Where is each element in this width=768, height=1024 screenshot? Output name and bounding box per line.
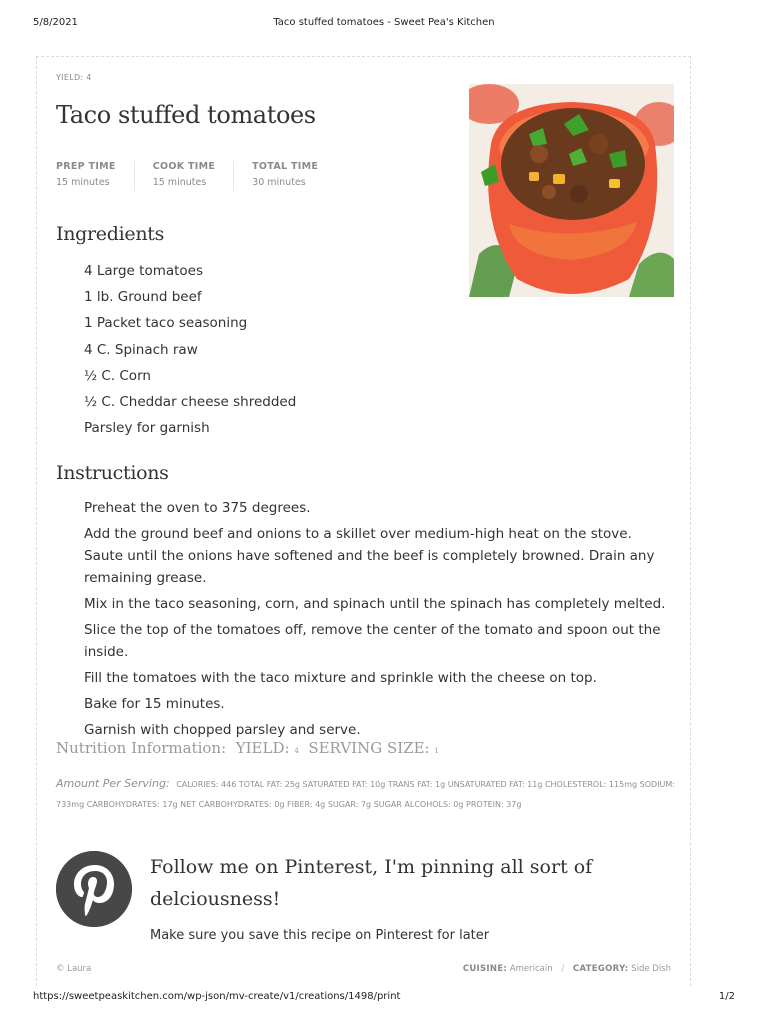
instruction-step: Add the ground beef and onions to a skillet over medium-high heat on the stove. Saute until the onions have softened and the beef is completely browned. Drain any remaining grease. [84, 526, 655, 586]
nutrition-serving-value: 1 [434, 747, 439, 755]
nutrition-fact-value: 0g [274, 800, 288, 809]
cook-time-label: COOK TIME [152, 161, 216, 172]
print-header [33, 17, 735, 31]
ingredient-item: 4 Large tomatoes [84, 263, 204, 279]
nutrition-fact-value: 7g [360, 800, 374, 809]
instruction-step: Bake for 15 minutes. [84, 696, 225, 712]
nutrition-facts [56, 774, 676, 815]
nutrition-heading-label: Nutrition Information: [56, 739, 227, 757]
recipe-times [56, 161, 354, 191]
nutrition-yield-value: 4 [294, 747, 299, 755]
ingredients-title: Ingredients [56, 223, 165, 245]
nutrition-fact-label: PROTEIN: [466, 800, 507, 809]
pinterest-heading: Follow me on Pinterest, I'm pinning all sort of delciousness! [150, 856, 593, 910]
instructions-title: Instructions [56, 462, 169, 484]
nutrition-fact-label: CALORIES: [176, 780, 222, 789]
ingredients-list [84, 263, 296, 446]
nutrition-fact-value: 25g [284, 780, 303, 789]
page-number: 1/2 [718, 991, 735, 1002]
ingredient-item: 4 C. Spinach raw [84, 341, 198, 358]
total-time-value: 30 minutes [252, 177, 306, 188]
ingredient-item: ½ C. Cheddar cheese shredded [84, 393, 297, 410]
nutrition-fact-label: TRANS FAT: [387, 780, 436, 789]
nutrition-fact-value: 10g [370, 780, 388, 789]
ingredient-item: 1 lb. Ground beef [84, 289, 202, 306]
nutrition-fact-value: 17g [162, 800, 181, 809]
pinterest-subtext: Make sure you save this recipe on Pinterest for later [150, 928, 490, 943]
stuffed-tomato-illustration [469, 84, 674, 297]
nutrition-fact-label: UNSATURATED FAT: [447, 780, 528, 789]
print-footer [33, 991, 735, 1005]
total-time-label: TOTAL TIME [252, 161, 319, 172]
cook-time [153, 161, 234, 191]
ingredient-item: 1 Packet taco seasoning [84, 315, 248, 332]
nutrition-fact-label: CARBOHYDRATES: [86, 800, 163, 809]
nutrition-fact-label: NET CARBOHYDRATES: [180, 800, 275, 809]
total-time [252, 161, 336, 191]
stuffed-tomato-photo [469, 84, 674, 297]
print-url[interactable]: https://sweetpeaskitchen.com/wp-json/mv-create/v1/creations/1498/print [33, 991, 401, 1002]
nutrition-fact-label: SUGAR ALCOHOLS: [373, 800, 454, 809]
cook-time-value: 15 minutes [152, 177, 207, 188]
nutrition-fact-value: 733mg [56, 800, 87, 809]
pinterest-icon[interactable] [56, 851, 132, 927]
print-date: 5/8/2021 [33, 17, 78, 28]
nutrition-fact-value: 446 [221, 780, 239, 789]
nutrition-fact-label: SATURATED FAT: [302, 780, 371, 789]
instruction-step: Garnish with chopped parsley and serve. [84, 722, 361, 738]
instruction-step: Fill the tomatoes with the taco mixture and sprinkle with the cheese on top. [84, 670, 597, 686]
prep-time [56, 161, 135, 191]
cuisine-value: Americain [509, 964, 553, 974]
nutrition-fact-label: FIBER: [287, 800, 316, 809]
recipe-title: Taco stuffed tomatoes [56, 101, 316, 129]
nutrition-fact-value: 115mg [608, 780, 640, 789]
category-label: CATEGORY: [572, 964, 629, 974]
amount-per-serving-label: Amount Per Serving: [56, 777, 170, 790]
nutrition-fact-label: CHOLESTEROL: [544, 780, 609, 789]
instruction-step: Mix in the taco seasoning, corn, and spinach until the spinach has completely melted. [84, 596, 666, 612]
recipe-card [36, 56, 691, 986]
instruction-step: Slice the top of the tomatoes off, remove the center of the tomato and spoon out the inside. [84, 622, 661, 660]
nutrition-yield-label: YIELD: [235, 739, 290, 757]
instructions-list [84, 497, 674, 745]
nutrition-fact-label: SUGAR: [327, 800, 361, 809]
nutrition-fact-value: 4g [315, 800, 328, 809]
copyright: © Laura [56, 964, 92, 974]
prep-time-value: 15 minutes [56, 177, 110, 188]
ingredient-item: ½ C. Corn [84, 367, 151, 384]
nutrition-fact-value: 37g [506, 800, 522, 809]
nutrition-fact-label: TOTAL FAT: [238, 780, 285, 789]
nutrition-heading [56, 739, 439, 757]
nutrition-serving-label: SERVING SIZE: [308, 739, 430, 757]
pinterest-logo-icon [56, 851, 132, 927]
meta-separator: / [561, 964, 565, 974]
print-tab-title: Taco stuffed tomatoes - Sweet Pea's Kitchen [273, 17, 495, 28]
cuisine-label: CUISINE: [462, 964, 508, 974]
ingredient-item: Parsley for garnish [84, 420, 210, 437]
nutrition-fact-value: 0g [453, 800, 467, 809]
category-value: Side Dish [631, 964, 671, 974]
nutrition-fact-label: SODIUM: [639, 780, 675, 789]
nutrition-fact-value: 1g [435, 780, 448, 789]
recipe-meta [463, 964, 671, 974]
prep-time-label: PREP TIME [56, 161, 116, 172]
nutrition-fact-value: 11g [527, 780, 545, 789]
instruction-step: Preheat the oven to 375 degrees. [84, 500, 311, 516]
yield-label: YIELD: 4 [56, 73, 92, 82]
